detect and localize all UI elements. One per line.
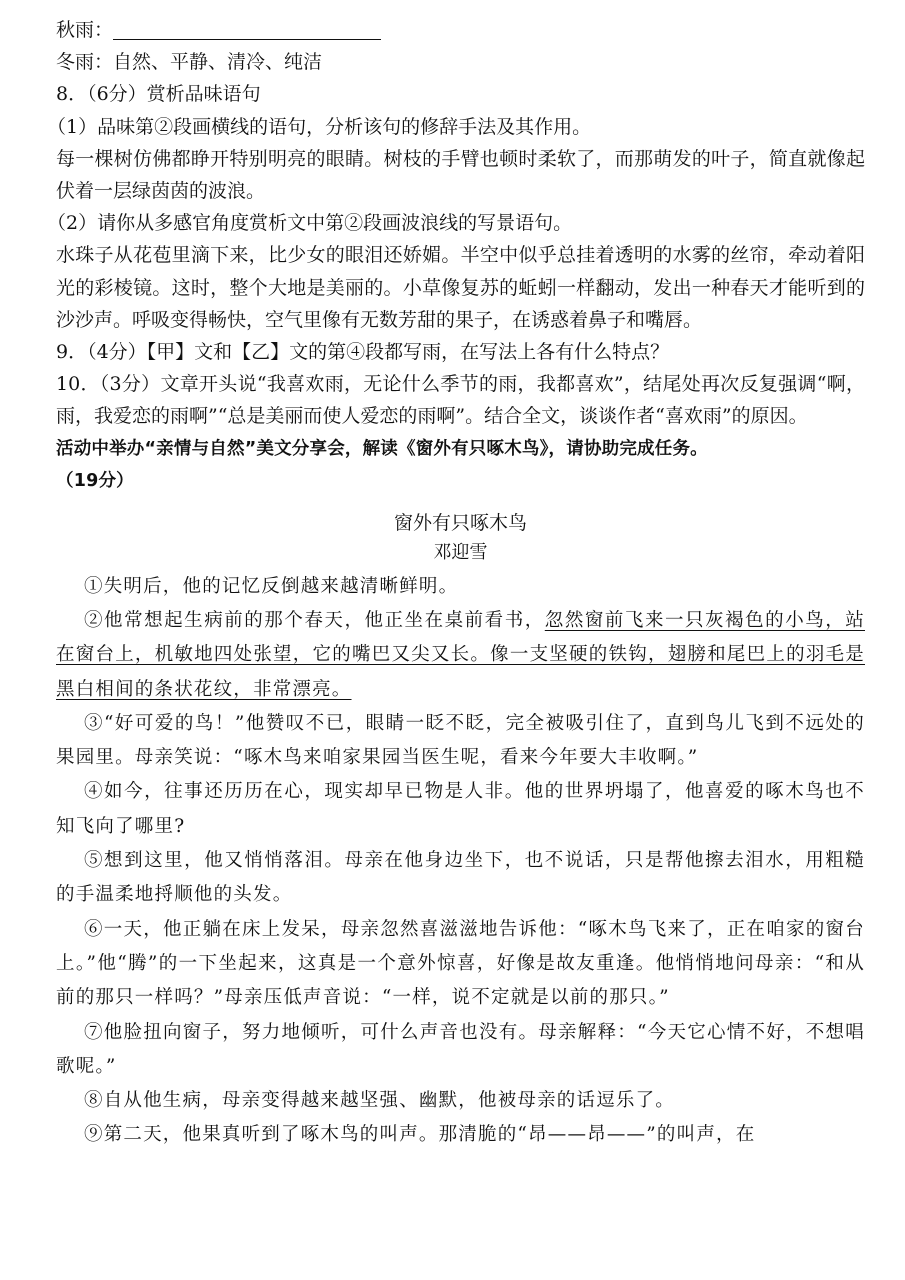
- activity-instruction: 活动中举办“亲情与自然”美文分享会，解读《窗外有只啄木鸟》，请协助完成任务。: [56, 438, 708, 459]
- article-author: 邓迎雪: [433, 541, 488, 563]
- article-paragraph-8: ⑧自从他生病，母亲变得越来越坚强、幽默，他被母亲的话逗乐了。: [84, 1090, 676, 1112]
- article-paragraph-4: ④如今，往事还历历在心，现实却早已物是人非。他的世界坍塌了，他喜爱的啄木鸟也不知飞向了哪里?: [56, 781, 865, 837]
- article-paragraph-5: ⑤想到这里，他又悄悄落泪。母亲在他身边坐下，也不说话，只是帮他擦去泪水，用粗糙的手温柔地捋顺他的头发。: [56, 850, 865, 906]
- autumn-rain-line: [56, 14, 865, 46]
- article-paragraph-9: ⑨第二天，他果真听到了啄木鸟的叫声。那清脆的“昂——昂——”的叫声，在: [84, 1124, 756, 1146]
- article-paragraph-2: [56, 604, 865, 707]
- activity-score: （19分）: [56, 471, 134, 492]
- question-9: 9．（4分）【甲】文和【乙】文的第④段都写雨，在写法上各有什么特点？: [56, 341, 670, 364]
- article-paragraph-1: ①失明后，他的记忆反倒越来越清晰鲜明。: [84, 575, 459, 597]
- article-paragraph-3: ③“好可爱的鸟！”他赞叹不已，眼睛一眨不眨，完全被吸引住了，直到鸟儿飞到不远处的果园里。母亲笑说：“啄木鸟来咱家果园当医生呢，看来今年要大丰收啊。”: [56, 712, 865, 769]
- autumn-rain-label: 秋雨：: [56, 19, 114, 41]
- question-8-title: 8．（6分）赏析品味语句: [56, 83, 261, 106]
- question-10: 10．（3分）文章开头说“我喜欢雨，无论什么季节的雨，我都喜欢”，结尾处再次反复强调“啊，雨，我爱恋的雨啊”“总是美丽而使人爱恋的雨啊”。结合全文，谈谈作者“喜欢雨”的原因。: [56, 373, 865, 428]
- question-8-sub1-text: 每一棵树仿佛都睁开特别明亮的眼睛。树枝的手臂也顿时柔软了，而那萌发的叶子，简直就像起伏着一层绿茵茵的波浪。: [56, 147, 865, 203]
- article-paragraph-6: ⑥一天，他正躺在床上发呆，母亲忽然喜滋滋地告诉他：“啄木鸟飞来了，正在咱家的窗台上。”他“腾”的一下坐起来，这真是一个意外惊喜，好像是故友重逢。他悄悄地问母亲：“和从前的那只一样吗？”母亲压低声音说：“一样，说不定就是以前的那只。”: [56, 918, 865, 1009]
- answer-blank[interactable]: [113, 19, 381, 40]
- winter-rain-line: 冬雨：自然、平静、清冷、纯洁: [56, 51, 323, 74]
- article-paragraph-7: ⑦他脸扭向窗子，努力地倾听，可什么声音也没有。母亲解释：“今天它心情不好，不想唱歌呢。”: [56, 1021, 865, 1077]
- question-8-sub1: （1）品味第②段画横线的语句，分析该句的修辞手法及其作用。: [47, 115, 592, 138]
- paragraph-2-intro: ②他常想起生病前的那个春天，他正坐在桌前看书，: [84, 609, 545, 631]
- question-8-sub2-text: 水珠子从花苞里滴下来，比少女的眼泪还娇媚。半空中似乎总挂着透明的水雾的丝帘，牵动着阳光的彩棱镜。这时，整个大地是美丽的。小草像复苏的蚯蚓一样翻动，发出一种春天才能听到的沙沙声。呼吸变得畅快，空气里像有无数芳甜的果子，在诱惑着鼻子和嘴唇。: [56, 244, 865, 331]
- underlined-sentence: 忽然窗前飞来一只灰褐色的小鸟，站在窗台上，机敏地四处张望，它的嘴巴又尖又长。像一支坚硬的铁钩，翅膀和尾巴上的羽毛是黑白相间的条状花纹，非常漂亮。: [56, 609, 865, 700]
- question-8-sub2: （2）请你从多感官角度赏析文中第②段画波浪线的写景语句。: [47, 212, 573, 235]
- article-title: 窗外有只啄木鸟: [393, 511, 527, 534]
